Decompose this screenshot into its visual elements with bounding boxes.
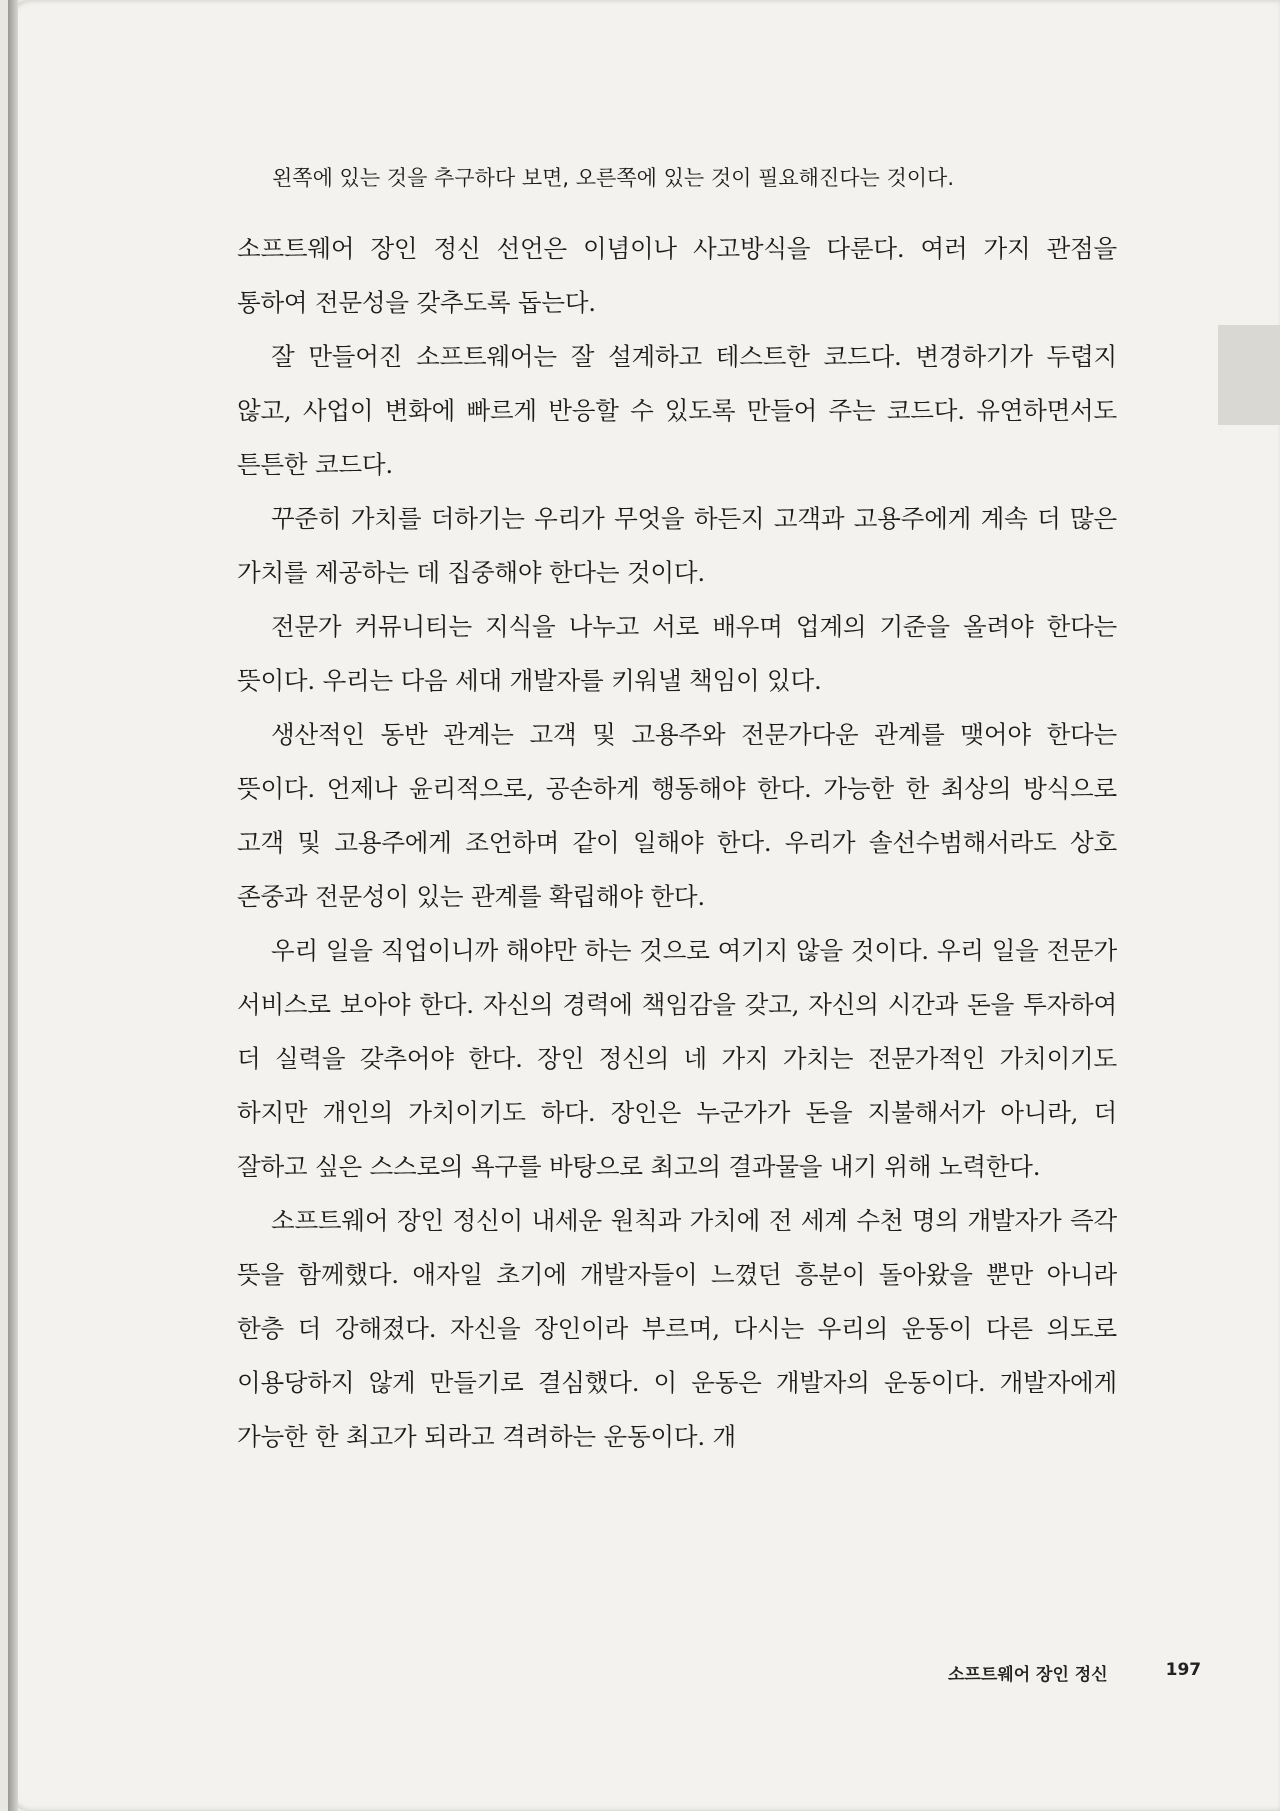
page-binding-edge	[8, 0, 18, 1811]
paragraph: 잘 만들어진 소프트웨어는 잘 설계하고 테스트한 코드다. 변경하기가 두렵지 않고, 사업이 변화에 빠르게 반응할 수 있도록 만들어 주는 코드다. 유연하면서도 튼튼한 코드다.	[237, 342, 1117, 479]
book-page	[8, 0, 1280, 1811]
paragraph: 전문가 커뮤니티는 지식을 나누고 서로 배우며 업계의 기준을 올려야 한다는 뜻이다. 우리는 다음 세대 개발자를 키워낼 책임이 있다.	[237, 612, 1117, 695]
paragraph: 소프트웨어 장인 정신이 내세운 원칙과 가치에 전 세계 수천 명의 개발자가 즉각 뜻을 함께했다. 애자일 초기에 개발자들이 느꼈던 흥분이 돌아왔을 뿐만 아니라 한층 더 강해졌다. 자신을 장인이라 부르며, 다시는 우리의 운동이 다른 의도로 이용당하지 않게 만들기로 결심했다. 이 운동은 개발자의 운동이다. 개발자에게 가능한 한 최고가 되라고 격려하는 운동이다. 개	[237, 1206, 1117, 1451]
paragraph: 소프트웨어 장인 정신 선언은 이념이나 사고방식을 다룬다. 여러 가지 관점을 통하여 전문성을 갖추도록 돕는다.	[237, 234, 1117, 317]
page-body	[237, 158, 1117, 1464]
bleed-through-tab	[1218, 325, 1280, 425]
paragraph: 꾸준히 가치를 더하기는 우리가 무엇을 하든지 고객과 고용주에게 계속 더 많은 가치를 제공하는 데 집중해야 한다는 것이다.	[237, 504, 1117, 587]
paragraph: 생산적인 동반 관계는 고객 및 고용주와 전문가다운 관계를 맺어야 한다는 뜻이다. 언제나 윤리적으로, 공손하게 행동해야 한다. 가능한 한 최상의 방식으로 고객 및 고용주에게 조언하며 같이 일해야 한다. 우리가 솔선수범해서라도 상호 존중과 전문성이 있는 관계를 확립해야 한다.	[237, 720, 1117, 911]
page-number: 197	[1165, 1660, 1202, 1680]
quote-line: 왼쪽에 있는 것을 추구하다 보면, 오른쪽에 있는 것이 필요해진다는 것이다.	[272, 166, 955, 190]
paragraph: 우리 일을 직업이니까 해야만 하는 것으로 여기지 않을 것이다. 우리 일을 전문가 서비스로 보아야 한다. 자신의 경력에 책임감을 갖고, 자신의 시간과 돈을 투자하여 더 실력을 갖추어야 한다. 장인 정신의 네 가지 가치는 전문가적인 가치이기도 하지만 개인의 가치이기도 하다. 장인은 누군가가 돈을 지불해서가 아니라, 더 잘하고 싶은 스스로의 욕구를 바탕으로 최고의 결과물을 내기 위해 노력한다.	[237, 936, 1117, 1181]
page-footer	[948, 1660, 1201, 1685]
footer-section-title: 소프트웨어 장인 정신	[948, 1665, 1108, 1685]
